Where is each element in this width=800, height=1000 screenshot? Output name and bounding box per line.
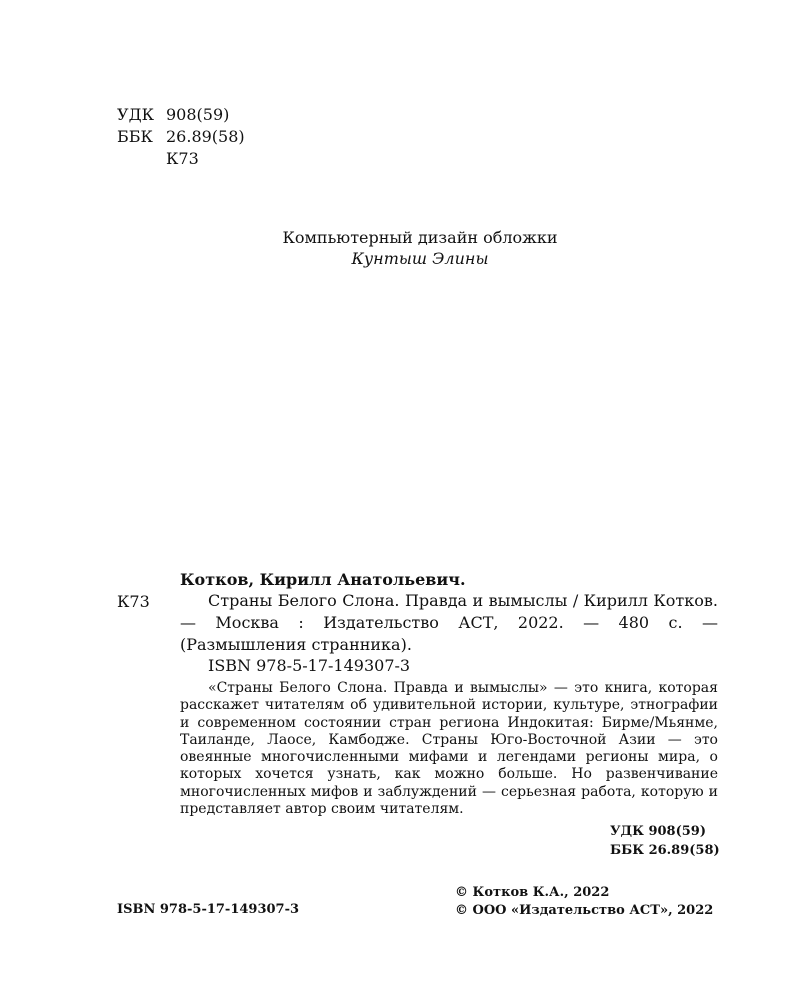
- footer-isbn: ISBN 978-5-17-149307-3: [117, 902, 300, 917]
- copyright-author: © Котков К.А., 2022: [455, 885, 610, 900]
- cover-designer-name: Кунтыш Элины: [351, 249, 489, 268]
- author-mark-line: [117, 149, 199, 169]
- bbk-value: 26.89(58): [166, 127, 245, 146]
- copyright-block: [455, 884, 713, 920]
- record-isbn: ISBN 978-5-17-149307-3: [208, 656, 411, 675]
- udk-label: УДК: [117, 105, 154, 124]
- bottom-classification: [610, 822, 720, 860]
- cover-design-caption: Компьютерный дизайн обложки: [282, 228, 558, 247]
- author-mark: К73: [166, 149, 199, 168]
- record-annotation: «Страны Белого Слона. Правда и вымыслы» — это книга, которая расскажет читателям об удивительной истории, культуре, этнографии и современном состоянии стран региона Индокитая: Бирме/Мьянме, Таиланде, Лаосе, Камбодже. Страны Юго-Восточной Азии — это овеянные многочисленными мифами и легендами регионы мира, о которых хочется узнать, как можно больше. Но развенчивание многочисленных мифов и заблуждений — серьезная работа, которую и представляет автор своим читателям.: [180, 680, 718, 818]
- record-description-text: Страны Белого Слона. Правда и вымыслы / Кирилл Котков. — Москва : Издательство АСТ, 2022. — 480 с. — (Размышления странника).: [180, 591, 718, 654]
- bottom-bbk: ББК 26.89(58): [610, 843, 720, 858]
- bbk-label: ББК: [117, 127, 153, 146]
- copyright-publisher: © ООО «Издательство АСТ», 2022: [455, 903, 714, 918]
- record-description: [180, 590, 718, 656]
- record-mark: К73: [117, 592, 150, 611]
- record-author: Котков, Кирилл Анатольевич.: [180, 570, 466, 589]
- bbk-line: [117, 127, 245, 147]
- udk-line: [117, 105, 229, 125]
- bottom-udk: УДК 908(59): [610, 824, 706, 839]
- udk-value: 908(59): [166, 105, 230, 124]
